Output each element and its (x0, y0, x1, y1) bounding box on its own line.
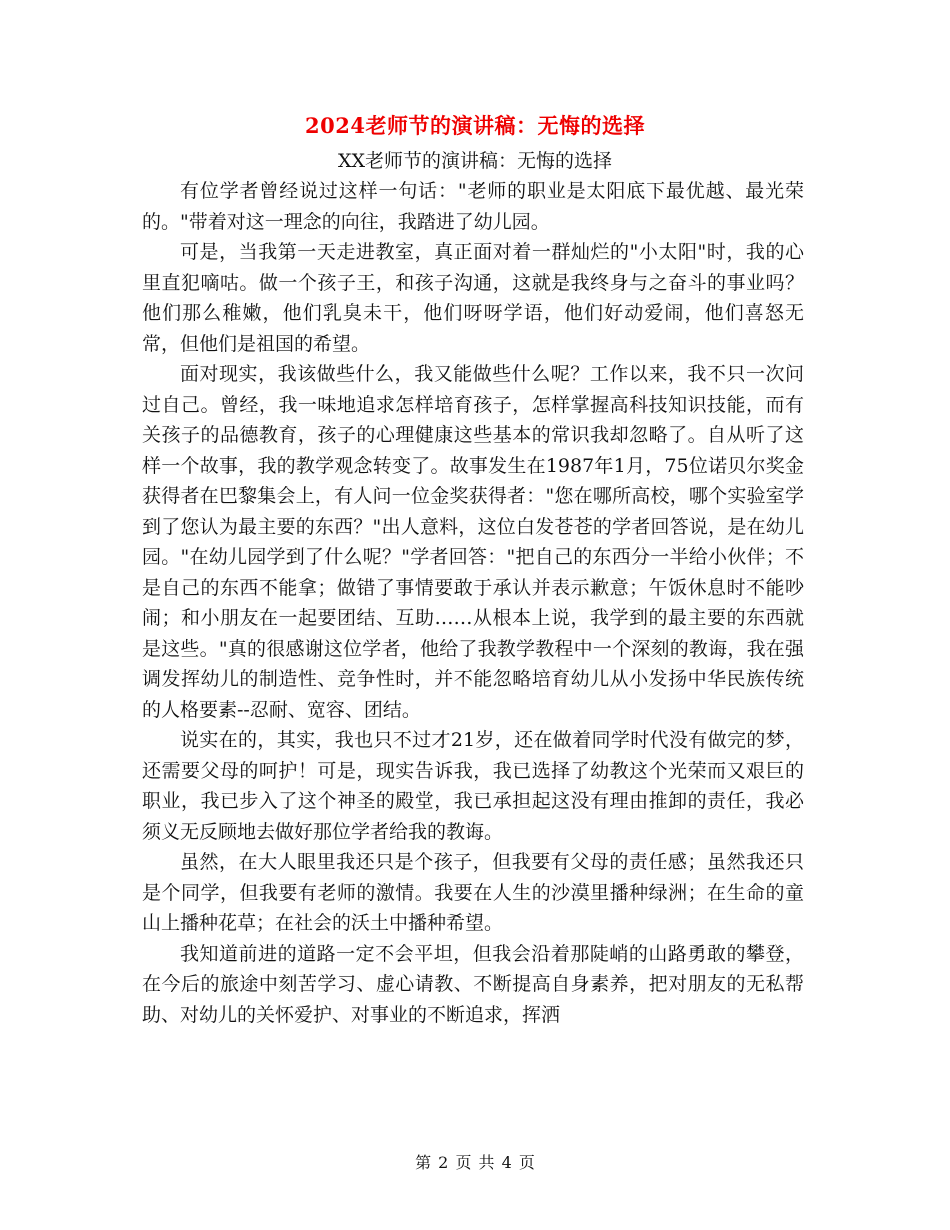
document-title: 2024老师节的演讲稿：无悔的选择 (305, 113, 645, 138)
document-body (142, 176, 804, 1030)
paragraph: 可是，当我第一天走进教室，真正面对着一群灿烂的"小太阳"时，我的心里直犯嘀咕。做一个孩子王，和孩子沟通，这就是我终身与之奋斗的事业吗？他们那么稚嫩，他们乳臭未干，他们呀呀学语，他们好动爱闹，他们喜怒无常，但他们是祖国的希望。 (142, 241, 804, 355)
page-number-footer: 第 2 页 共 4 页 (415, 1153, 535, 1172)
paragraph: 说实在的，其实，我也只不过才21岁，还在做着同学时代没有做完的梦，还需要父母的呵护！可是，现实告诉我，我已选择了幼教这个光荣而又艰巨的职业，我已步入了这个神圣的殿堂，我已承担起这没有理由推卸的责任，我必须义无反顾地去做好那位学者给我的教诲。 (142, 729, 804, 843)
document-subtitle: XX老师节的演讲稿：无悔的选择 (337, 150, 613, 172)
paragraph: 虽然，在大人眼里我还只是个孩子，但我要有父母的责任感；虽然我还只是个同学，但我要有老师的激情。我要在人生的沙漠里播种绿洲；在生命的童山上播种花草；在社会的沃土中播种希望。 (142, 851, 804, 934)
paragraph: 我知道前进的道路一定不会平坦，但我会沿着那陡峭的山路勇敢的攀登，在今后的旅途中刻苦学习、虚心请教、不断提高自身素养，把对朋友的无私帮助、对幼儿的关怀爱护、对事业的不断追求，挥洒 (142, 942, 804, 1026)
paragraph: 有位学者曾经说过这样一句话："老师的职业是太阳底下最优越、最光荣的。"带着对这一理念的向往，我踏进了幼儿园。 (142, 180, 804, 233)
paragraph: 面对现实，我该做些什么，我又能做些什么呢？工作以来，我不只一次问过自己。曾经，我一味地追求怎样培育孩子，怎样掌握高科技知识技能，而有关孩子的品德教育，孩子的心理健康这些基本的常识我却忽略了。自从听了这样一个故事，我的教学观念转变了。故事发生在1987年1月，75位诺贝尔奖金获得者在巴黎集会上，有人问一位金奖获得者："您在哪所高校，哪个实验室学到了您认为最主要的东西？"出人意料，这位白发苍苍的学者回答说，是在幼儿园。"在幼儿园学到了什么呢？"学者回答："把自己的东西分一半给小伙伴；不是自己的东西不能拿；做错了事情要敢于承认并表示歉意；午饭休息时不能吵闹；和小朋友在一起要团结、互助……从根本上说，我学到的最主要的东西就是这些。"真的很感谢这位学者，他给了我教学教程中一个深刻的教诲，我在强调发挥幼儿的制造性、竞争性时，并不能忽略培育幼儿从小发扬中华民族传统的人格要素--忍耐、宽容、团结。 (142, 363, 804, 721)
